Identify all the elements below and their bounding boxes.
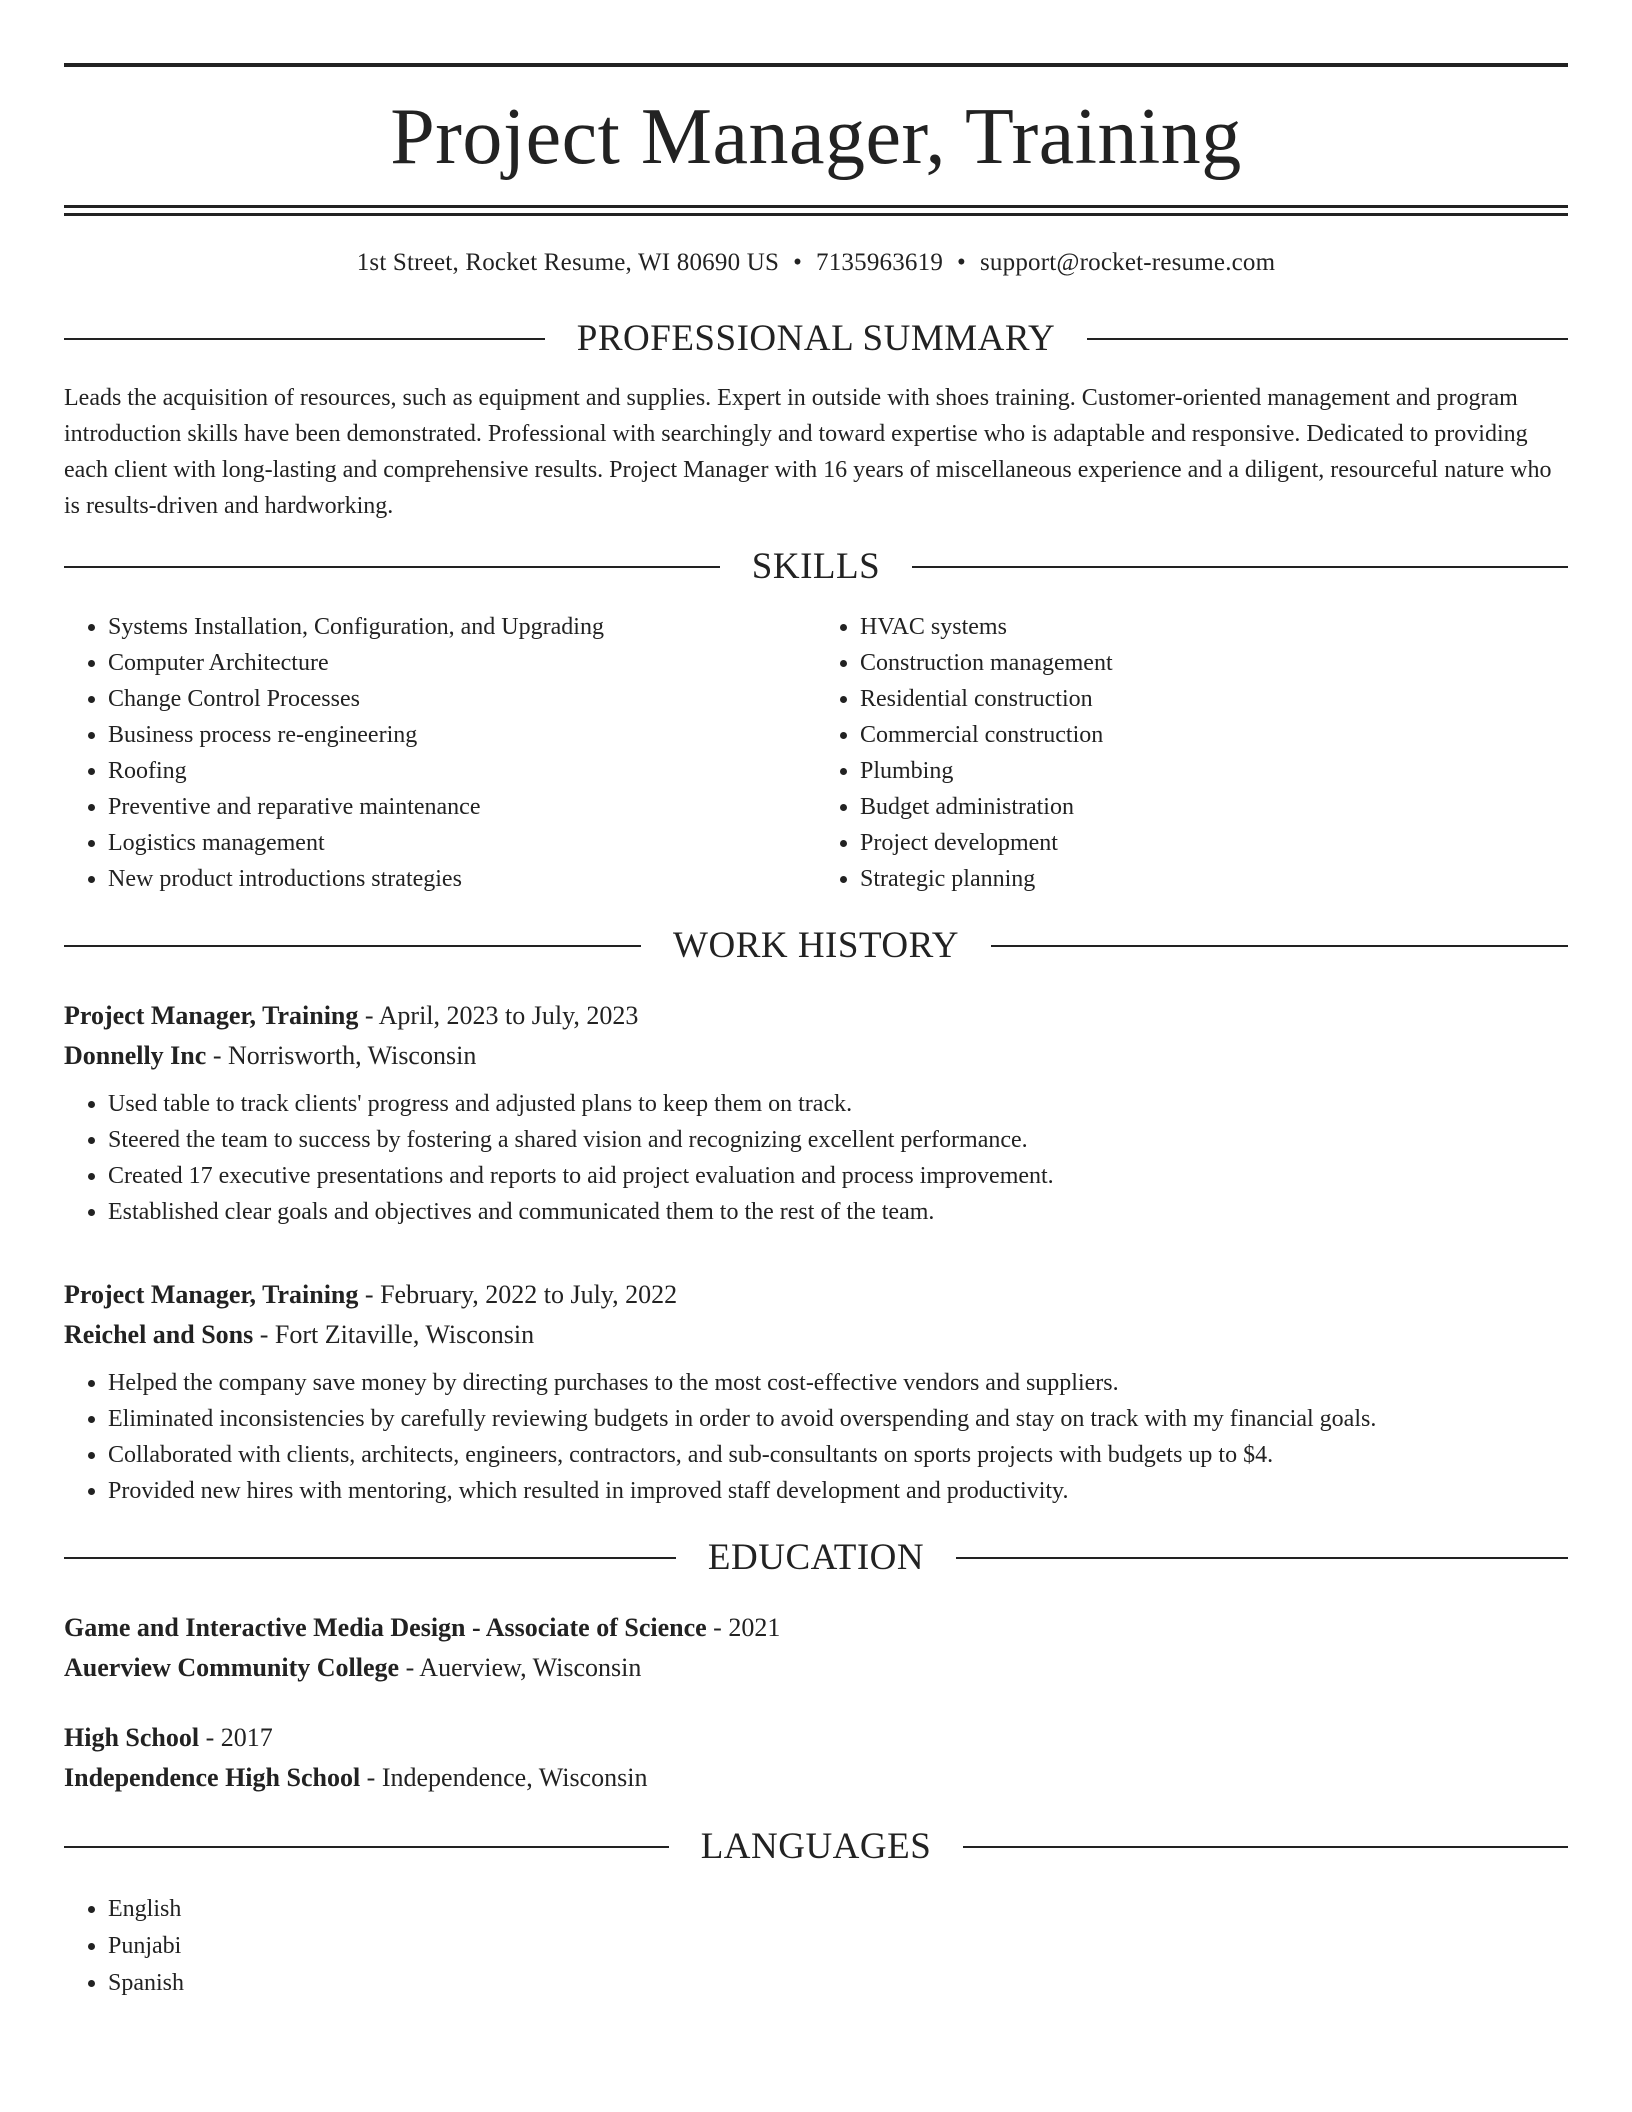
- contact-separator: •: [793, 249, 803, 276]
- job-bullet: • Collaborated with clients, architects, engineers, contractors, and sub-consultants on sports projects with budgets up to $4.: [108, 1437, 1568, 1473]
- job-bullet: • Established clear goals and objectives and communicated them to the rest of the team.: [108, 1194, 1568, 1230]
- skills-column-left: [64, 609, 816, 897]
- education-degree: High School: [64, 1723, 200, 1752]
- heading-rule: [963, 1846, 1568, 1848]
- job-entry: [64, 1275, 1568, 1509]
- skill-item: • Strategic planning: [860, 861, 1568, 897]
- job-title: Project Manager, Training: [64, 1001, 359, 1030]
- languages-list: [64, 1891, 1568, 2002]
- skill-item: • Residential construction: [860, 681, 1568, 717]
- education-year: - 2017: [199, 1723, 273, 1752]
- heading-rule: [1087, 338, 1568, 340]
- skills-column-right: [816, 609, 1568, 897]
- job-bullet: • Steered the team to success by fostering a shared vision and recognizing excellent performance.: [108, 1122, 1568, 1158]
- education-school: Independence High School: [64, 1763, 361, 1792]
- job-bullet: • Created 17 executive presentations and reports to aid project evaluation and process improvement.: [108, 1158, 1568, 1194]
- job-entry: [64, 996, 1568, 1230]
- skill-item: • HVAC systems: [860, 609, 1568, 645]
- education-location: - Independence, Wisconsin: [360, 1763, 648, 1792]
- job-bullet: • Helped the company save money by directing purchases to the most cost-effective vendors and suppliers.: [108, 1365, 1568, 1401]
- heading-rule: [64, 566, 720, 568]
- heading-rule: [991, 945, 1568, 947]
- job-title: Project Manager, Training: [64, 1280, 359, 1309]
- language-item: • Spanish: [108, 1965, 1568, 2002]
- job-bullet: • Used table to track clients' progress and adjusted plans to keep them on track.: [108, 1086, 1568, 1122]
- skill-item: • Logistics management: [108, 825, 816, 861]
- language-item: • Punjabi: [108, 1928, 1568, 1965]
- heading-rule: [64, 1557, 676, 1559]
- education-degree: Game and Interactive Media Design - Associate of Science: [64, 1613, 707, 1642]
- contact-separator: •: [957, 249, 966, 276]
- section-heading-languages: [64, 1828, 1568, 1865]
- education-entry: [64, 1608, 1568, 1688]
- summary-text: Leads the acquisition of resources, such as equipment and supplies. Expert in outside with shoes training. Customer-oriented management and program introduction skills have been demonstrated. Professional with searchingly and toward expertise who is adaptable and responsive. Dedicated to providing each client with long-lasting and comprehensive results. Project Manager with 16 years of miscellaneous experience and a diligent, resourceful nature who is results-driven and hardworking.: [64, 385, 1552, 519]
- job-company: Donnelly Inc: [64, 1041, 207, 1070]
- language-item: • English: [108, 1891, 1568, 1928]
- contact-line: [64, 248, 1568, 278]
- education-school-line: [64, 1648, 1568, 1688]
- job-location: - Fort Zitaville, Wisconsin: [253, 1320, 535, 1349]
- contact-phone: 7135963619: [816, 249, 944, 276]
- section-title: PROFESSIONAL SUMMARY: [576, 318, 1056, 359]
- job-bullets: [64, 1086, 1568, 1230]
- skill-item: • Construction management: [860, 645, 1568, 681]
- skill-item: • Plumbing: [860, 753, 1568, 789]
- section-title: LANGUAGES: [700, 1826, 932, 1867]
- skill-item: • New product introductions strategies: [108, 861, 816, 897]
- resume-title: Project Manager, Training: [390, 93, 1242, 181]
- job-dates: - April, 2023 to July, 2023: [358, 1001, 639, 1030]
- job-bullet: • Eliminated inconsistencies by carefully reviewing budgets in order to avoid overspending and stay on track with my financial goals.: [108, 1401, 1568, 1437]
- education-school: Auerview Community College: [64, 1653, 400, 1682]
- section-heading-skills: [64, 548, 1568, 585]
- heading-rule: [64, 1846, 669, 1848]
- heading-rule: [64, 945, 641, 947]
- job-company-line: [64, 1036, 1568, 1076]
- section-heading-education: [64, 1539, 1568, 1576]
- section-title: SKILLS: [751, 546, 881, 587]
- section-heading-summary: [64, 320, 1568, 357]
- resume-page: [64, 63, 1568, 2002]
- education-degree-line: [64, 1608, 1568, 1648]
- skill-item: • Change Control Processes: [108, 681, 816, 717]
- skill-item: • Commercial construction: [860, 717, 1568, 753]
- job-company: Reichel and Sons: [64, 1320, 254, 1349]
- skill-item: • Project development: [860, 825, 1568, 861]
- job-dates: - February, 2022 to July, 2022: [358, 1280, 678, 1309]
- skill-item: • Preventive and reparative maintenance: [108, 789, 816, 825]
- section-title: WORK HISTORY: [673, 925, 959, 966]
- education-location: - Auerview, Wisconsin: [399, 1653, 642, 1682]
- skill-item: • Budget administration: [860, 789, 1568, 825]
- heading-rule: [956, 1557, 1568, 1559]
- education-degree-line: [64, 1718, 1568, 1758]
- title-double-rule: [64, 205, 1568, 216]
- skills-list: [64, 609, 1568, 897]
- job-bullet: • Provided new hires with mentoring, which resulted in improved staff development and productivity.: [108, 1473, 1568, 1509]
- job-title-line: [64, 996, 1568, 1036]
- top-rule: [64, 63, 1568, 67]
- heading-rule: [64, 338, 545, 340]
- job-title-line: [64, 1275, 1568, 1315]
- section-title: EDUCATION: [707, 1537, 925, 1578]
- skill-item: • Roofing: [108, 753, 816, 789]
- job-bullets: [64, 1365, 1568, 1509]
- education-year: - 2021: [706, 1613, 781, 1642]
- heading-rule: [912, 566, 1568, 568]
- education-entry: [64, 1718, 1568, 1798]
- skill-item: • Business process re-engineering: [108, 717, 816, 753]
- contact-email: support@rocket-resume.com: [979, 249, 1276, 276]
- contact-address: 1st Street, Rocket Resume, WI 80690 US: [356, 249, 780, 276]
- job-location: - Norrisworth, Wisconsin: [206, 1041, 477, 1070]
- section-heading-work: [64, 927, 1568, 964]
- education-school-line: [64, 1758, 1568, 1798]
- skill-item: • Systems Installation, Configuration, and Upgrading: [108, 609, 816, 645]
- skill-item: • Computer Architecture: [108, 645, 816, 681]
- job-company-line: [64, 1315, 1568, 1355]
